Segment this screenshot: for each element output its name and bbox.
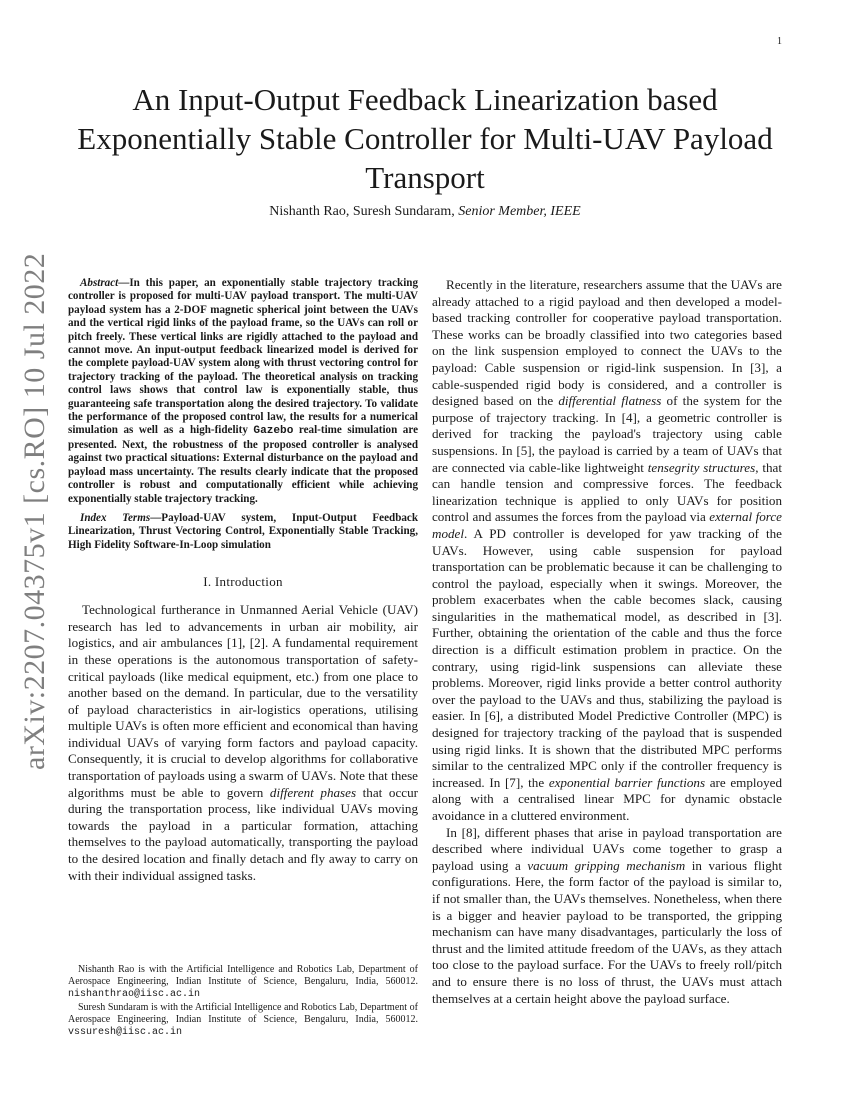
index-terms-lead: Index Terms	[80, 511, 151, 524]
page-number: 1	[777, 36, 782, 47]
phases-emphasis: vacuum gripping mechanism	[527, 857, 686, 873]
intro-text-b: that occur during the transportation process, like individual UAVs moving towards the payload in a particular formation, attaching themselves to the payload automatically, transporting the payload to the desired location and finally detach and fly away to carry on with their individual assigned tasks.	[68, 784, 418, 883]
intro-emphasis: different phases	[269, 784, 357, 800]
footnote-1-text: Nishanth Rao is with the Artificial Intelligence and Robotics Lab, Department of Aerospace Engineering, Indian Institute of Science, Bengaluru, India, 560012.	[68, 964, 418, 988]
author-names: Nishanth Rao, Suresh Sundaram,	[269, 204, 459, 219]
paper-title: An Input-Output Feedback Linearization based Exponentially Stable Controller for Multi-UAV Payload Transport	[77, 82, 773, 195]
lit-emphasis-3: external force model	[432, 509, 782, 541]
index-terms-text: —Payload-UAV system, Input-Output Feedback Linearization, Thrust Vectoring Control, Exponentially Stable Tracking, High Fidelity Software-In-Loop simulation	[68, 511, 418, 551]
section-heading-introduction: I. Introduction	[203, 574, 283, 590]
lit-text-c: , that can handle tension and compressive forces. The feedback linearization technique is applied to only UAVs for position control and assumes the forces from the payload via	[432, 459, 783, 525]
literature-paragraph	[432, 277, 782, 825]
phases-text-b: in various flight configurations. Here, the form factor of the payload is similar to, if not smaller than, the UAVs themselves. Nonetheless, when there is a bigger and heavier payload to be transported, the gripping mechanism can have many disadvantages, particularly the loss of thrust and the limited attitude freedom of the UAVs, as they attach too close to the payload surface. For the UAVs to freely roll/pitch and to ensure there is no loss of thrust, the UAVs must attach themselves at a certain height above the payload surface.	[432, 857, 782, 1006]
author-footnotes	[68, 964, 418, 1039]
intro-text-a: Technological furtherance in Unmanned Aerial Vehicle (UAV) research has led to advancements in urban air mobility, air logistics, and air ambulances [1], [2]. A fundamental requirement in these operations is the autonomous transportation of safety-critical payloads (like medical equipment, etc.) from one place to another based on the demand. In particular, due to the versatility of payload characteristics in air-logistics operations, utilising multiple UAVs is often more efficient and economical than having individual UAVs of varying form factors and payload capacity. Consequently, it is crucial to develop algorithms for collaborative transportation of payloads using a swarm of UAVs. Note that these algorithms must be able to govern	[68, 602, 418, 800]
abstract-gazebo: Gazebo	[253, 425, 294, 438]
phases-paragraph	[432, 825, 782, 1008]
footnote-2-text: Suresh Sundaram is with the Artificial Intelligence and Robotics Lab, Department of Aerospace Engineering, Indian Institute of Science, Bengaluru, India, 560012.	[68, 1001, 418, 1025]
footnote-author-1	[68, 964, 418, 1002]
lit-emphasis-1: differential flatness	[558, 393, 662, 409]
phases-text-a: In [8], different phases that arise in payload transportation are described where individual UAVs come together to grasp a payload using a	[432, 824, 782, 873]
lit-text-b: of the system for the purpose of trajectory tracking. In [4], a geometric controller is derived for tracking the payload's trajectory using cable suspensions. In [5], the payload is carried by a team of UAVs that are connected via cable-like lightweight	[432, 393, 782, 475]
abstract	[68, 277, 418, 506]
author-line	[60, 204, 790, 220]
right-column	[432, 277, 782, 1007]
intro-paragraph	[68, 602, 418, 884]
lit-emphasis-2: tensegrity structures	[647, 459, 756, 475]
abstract-text-1: —In this paper, an exponentially stable trajectory tracking controller is proposed for multi-UAV payload transport. The multi-UAV payload system has a 2-DOF magnetic spherical joint between the UAVs and the vertical rigid links of the payload frame, so the UAVs can roll or pitch freely. These vertical links are rigidly attached to the payload and cannot move. An input-output feedback linearized model is derived for the complete payload-UAV system along with thrust vectoring control for trajectory tracking of the payload. The theoretical analysis on tracking control laws shows that control law is exponentially stable, thus guaranteeing safe transportation along the desired trajectory. To validate the performance of the proposed control law, the results for a numerical simulation as well as a high-fidelity	[68, 277, 418, 437]
arxiv-identifier: arXiv:2207.04375v1 [cs.RO] 10 Jul 2022	[18, 252, 51, 770]
footnote-2-email: vssuresh@iisc.ac.in	[68, 1027, 183, 1039]
lit-text-e: are employed along with a centralised linear MPC for dynamic obstacle avoidance in a cluttered environment.	[432, 774, 783, 823]
index-terms	[68, 512, 418, 552]
lit-text-a: Recently in the literature, researchers assume that the UAVs are already attached to a rigid payload and then developed a model-based tracking controller for cooperative payload transportation. These works can be broadly classified into two categories based on the link suspension employed to connect the UAVs to the payload: Cable suspension or rigid-link suspension. In [3], a cable-suspended rigid body is considered, and a controller is designed based on the	[432, 277, 782, 409]
footnote-1-email: nishanthrao@iisc.ac.in	[68, 989, 201, 1001]
lit-text-d: . A PD controller is developed for yaw tracking of the UAVs. However, using cable suspension for payload transportation can be problematic because it can be challenging to control the payload, especially when it swings. Moreover, the problem exacerbates when the cable becomes slack, causing singularities in the mathematical model, as described in [3]. Further, obtaining the orientation of the cable and thus the force direction is a difficult estimation problem in practice. On the contrary, using rigid-link suspensions can alleviate these problems. Moreover, rigid links provide a better control authority over the payload to the UAVs and thus, stabilizing the payload is easier. In [6], a distributed Model Predictive Controller (MPC) is designed for trajectory tracking of the payload that is suspended using rigid links. It is shown that the distributed MPC performs similar to the centralized MPC only if the controller frequency is increased. In [7], the	[432, 525, 782, 790]
abstract-lead: Abstract	[80, 277, 119, 289]
left-column	[68, 277, 418, 884]
author-role: Senior Member, IEEE	[458, 204, 581, 219]
abstract-text-2: real-time simulation are presented. Next, the robustness of the proposed controller is analysed against two practical situations: External disturbance on the payload and payload mass uncertainty. The results clearly indicate that the proposed controller is robust and computationally efficient while achieving exponentially stable trajectory tracking.	[68, 424, 418, 505]
lit-emphasis-4: exponential barrier functions	[548, 774, 706, 790]
footnote-author-2	[68, 1002, 418, 1040]
